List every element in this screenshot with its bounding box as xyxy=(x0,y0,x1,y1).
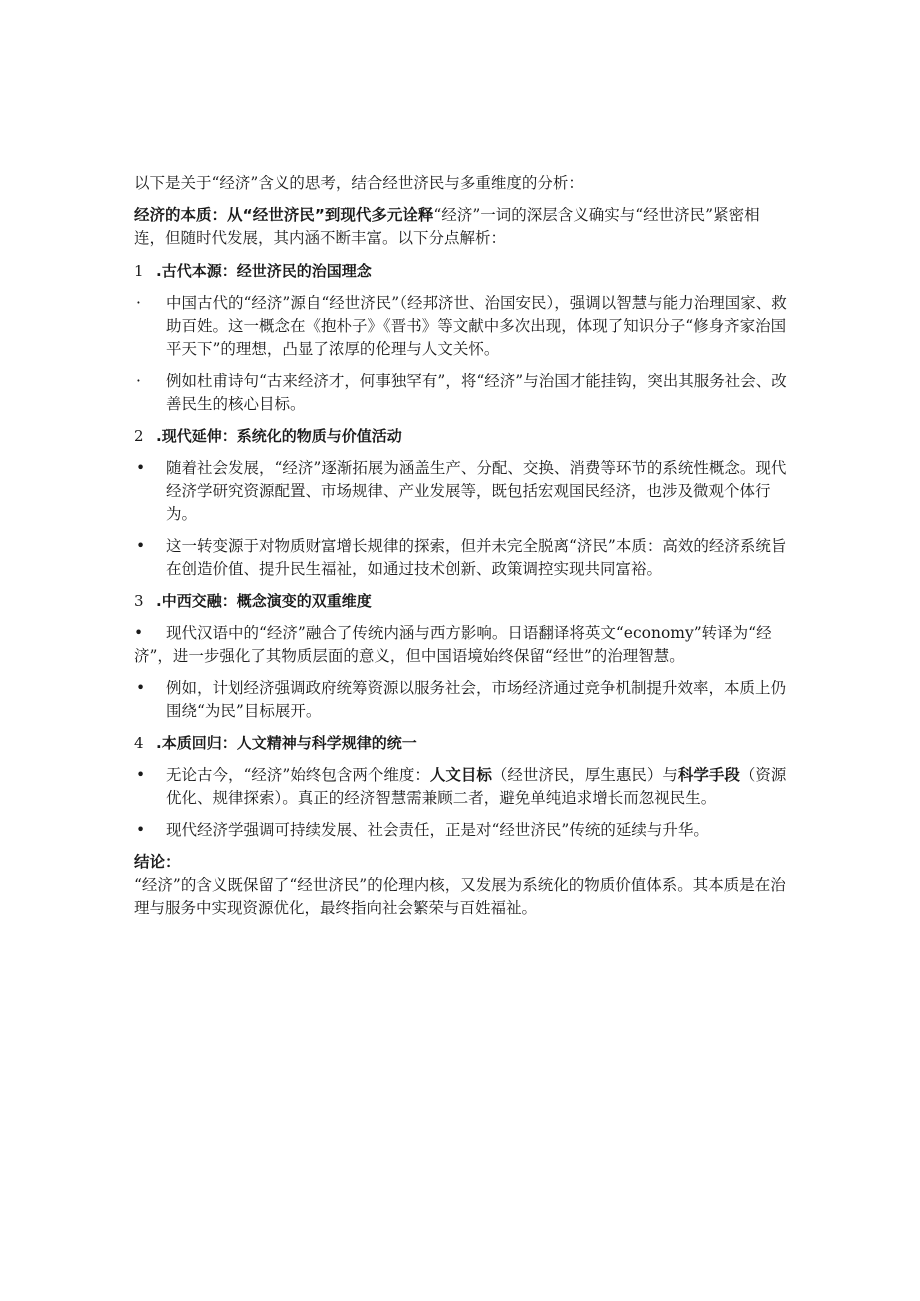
list-item xyxy=(134,457,790,526)
list-item xyxy=(134,819,790,842)
text-run: 无论古今，“经济”始终包含两个维度： xyxy=(166,766,430,784)
list-item xyxy=(134,764,790,810)
lead-heading: 经济的本质：从“经世济民”到现代多元诠释 xyxy=(134,206,434,224)
list-item xyxy=(134,535,790,581)
bullet-icon: • xyxy=(136,459,146,477)
section-heading xyxy=(134,732,790,755)
bullet-icon: • xyxy=(136,537,146,555)
list-item xyxy=(134,370,790,416)
list-item xyxy=(134,677,790,723)
bullet-icon: • xyxy=(136,679,146,697)
list-item-text: 现代经济学强调可持续发展、社会责任，正是对“经世济民”传统的延续与升华。 xyxy=(166,821,709,839)
list-item-text: 中国古代的“经济”源自“经世济民”（经邦济世、治国安民），强调以智慧与能力治理国家、救助百姓。这一概念在《抱朴子》《晋书》等文献中多次出现，体现了知识分子“修身齐家治国平天下”的理想，凸显了浓厚的伦理与人文关怀。 xyxy=(166,294,787,358)
emphasis-scientific-means: 科学手段 xyxy=(677,766,740,784)
emphasis-humanistic-goal: 人文目标 xyxy=(429,766,492,784)
list-item-text: 例如，计划经济强调政府统筹资源以服务社会，市场经济通过竞争机制提升效率，本质上仍围绕“为民”目标展开。 xyxy=(166,679,787,720)
lead-paragraph xyxy=(134,204,790,250)
conclusion-paragraph: “经济”的含义既保留了“经世济民”的伦理内核，又发展为系统化的物质价值体系。其本质是在治理与服务中实现资源优化，最终指向社会繁荣与百姓福祉。 xyxy=(134,876,786,917)
bullet-icon: • xyxy=(136,821,146,839)
list-item-text: 现代汉语中的“经济”融合了传统内涵与西方影响。日语翻译将英文“economy”转译为“经济”，进一步强化了其物质层面的意义，但中国语境始终保留“经世”的治理智慧。 xyxy=(134,624,772,665)
list-item xyxy=(134,622,790,668)
lead-text: “经济”一词的深层含义确实与“经世济民”紧密相连，但随时代发展，其内涵不断丰富。以下分点解析： xyxy=(134,206,760,247)
bullet-icon: · xyxy=(136,294,141,312)
list-item xyxy=(134,292,790,361)
conclusion-heading: 结论： xyxy=(134,853,181,871)
section-title: .中西交融：概念演变的双重维度 xyxy=(156,592,372,610)
intro-paragraph: 以下是关于“经济”含义的思考，结合经世济民与多重维度的分析： xyxy=(134,174,584,192)
section-title: .古代本源：经世济民的治国理念 xyxy=(156,262,372,280)
section-number: 1 xyxy=(134,262,144,280)
text-run: （经世济民，厚生惠民）与 xyxy=(491,766,678,784)
section-heading xyxy=(134,590,790,613)
bullet-icon: • xyxy=(134,624,144,642)
document-page xyxy=(134,172,790,920)
section-number: 2 xyxy=(134,427,144,445)
bullet-icon: • xyxy=(136,766,146,784)
section-title: .本质回归：人文精神与科学规律的统一 xyxy=(156,734,417,752)
list-item-text xyxy=(166,766,786,807)
section-number: 3 xyxy=(134,592,144,610)
section-heading xyxy=(134,425,790,448)
list-item-text: 这一转变源于对物质财富增长规律的探索，但并未完全脱离“济民”本质：高效的经济系统旨在创造价值、提升民生福祉，如通过技术创新、政策调控实现共同富裕。 xyxy=(166,537,787,578)
text-run: （资源优化、规律探索）。真正的经济智慧需兼顾二者，避免单纯追求增长而忽视民生。 xyxy=(166,766,787,807)
section-heading xyxy=(134,260,790,283)
list-item-text: 例如杜甫诗句“古来经济才，何事独罕有”，将“经济”与治国才能挂钩，突出其服务社会、改善民生的核心目标。 xyxy=(166,372,787,413)
list-item-text: 随着社会发展，“经济”逐渐拓展为涵盖生产、分配、交换、消费等环节的系统性概念。现代经济学研究资源配置、市场规律、产业发展等，既包括宏观国民经济，也涉及微观个体行为。 xyxy=(166,459,787,523)
section-number: 4 xyxy=(134,734,144,752)
section-title: .现代延伸：系统化的物质与价值活动 xyxy=(156,427,402,445)
bullet-icon: · xyxy=(136,372,141,390)
